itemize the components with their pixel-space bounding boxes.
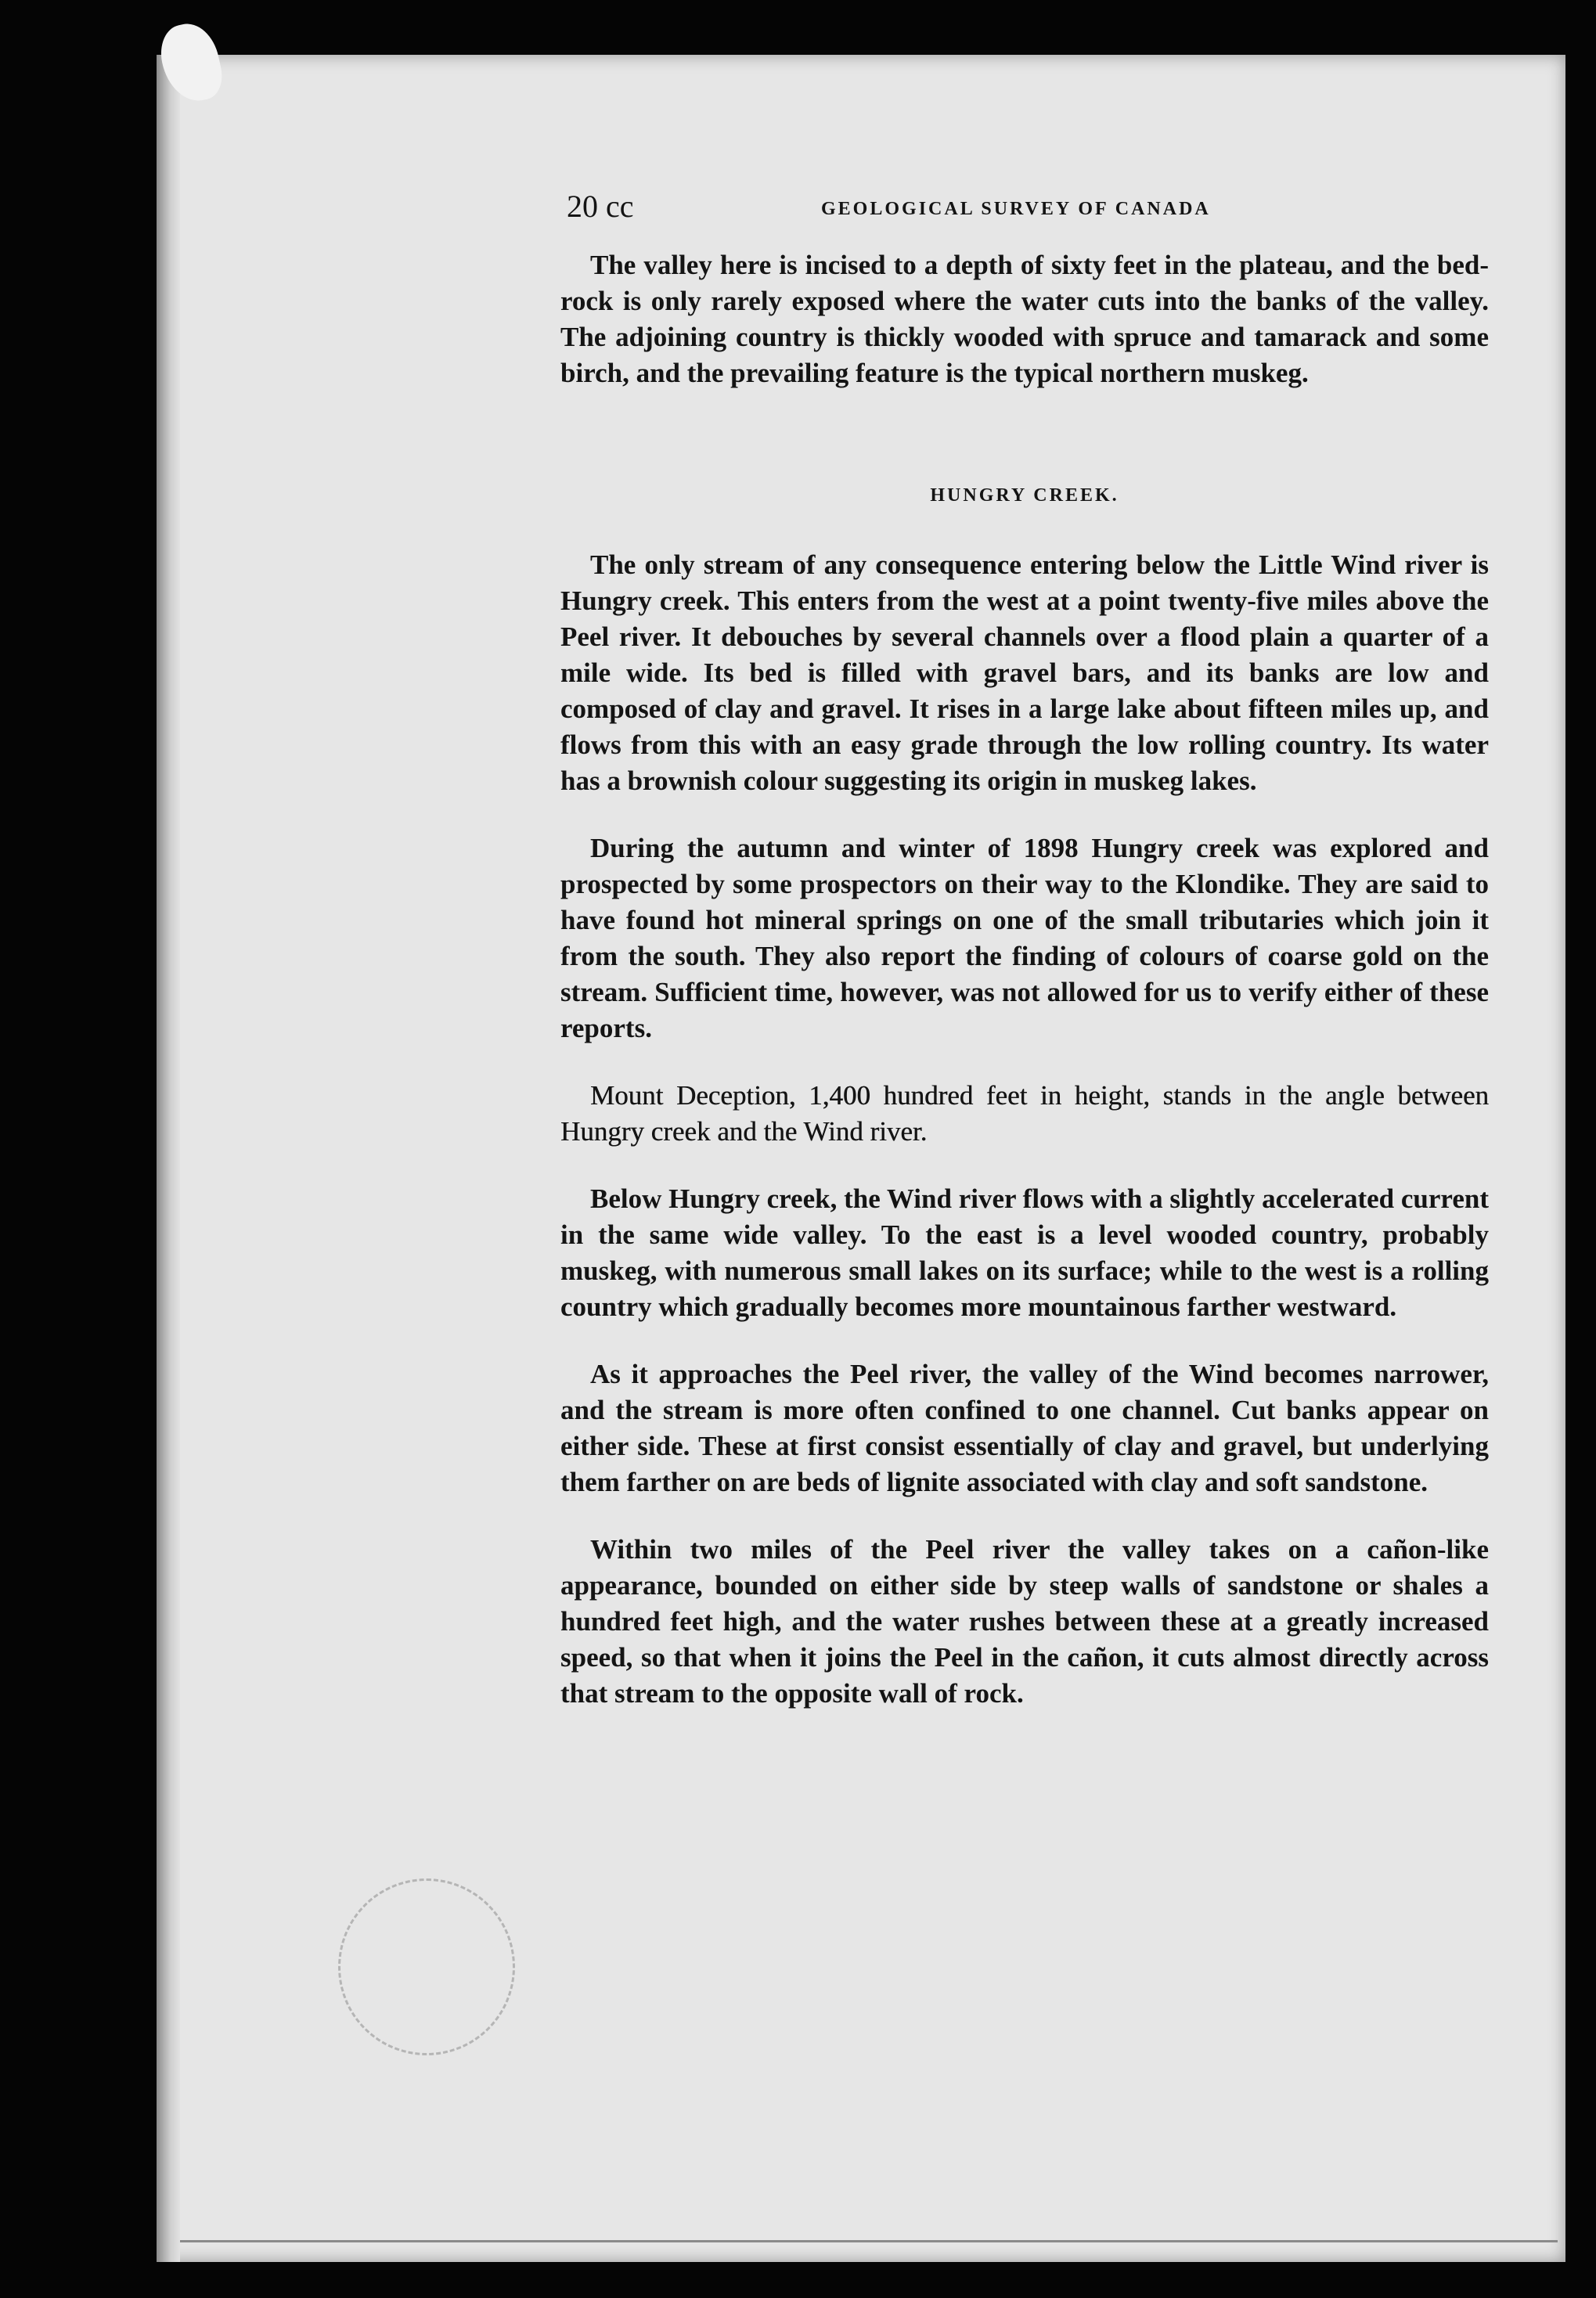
paragraph-mount-deception: Mount Deception, 1,400 hundred feet in height, stands in the angle between Hungry creek and the Wind river. [560,1080,1489,1147]
paragraph-hungry-creek-course: The only stream of any consequence entering below the Little Wind river is Hungry creek. This enters from the west at a point twenty-five miles above the Peel river. It debouches by several channels over a flood plain a quarter of a mile wide. Its bed is filled with gravel bars, and its banks are low and composed of clay and gravel. It rises in a large lake about fifteen miles up, and flows from this with an easy grade through the low rolling country. Its water has a brownish colour suggesting its origin in muskeg lakes. [560,549,1489,796]
paragraph-approach-peel-river: As it approaches the Peel river, the valley of the Wind becomes narrower, and the stream is more often confined to one channel. Cut banks appear on either side. These at first consist essentially of clay and gravel, but underlying them farther on are beds of lignite associated with clay and soft sandstone. [560,1359,1489,1497]
paragraph-canon-description: Within two miles of the Peel river the valley takes on a cañon-like appearance, bounded on either side by steep walls of sandstone or shales a hundred feet high, and the water rushes between these at a greatly increased speed, so that when it joins the Peel in the cañon, it cuts almost directly across that stream to the opposite wall of rock. [560,1534,1489,1709]
section-heading-hungry-creek: HUNGRY CREEK. [930,485,1119,506]
page-bottom-rule [180,2240,1558,2242]
paragraph-below-hungry-creek: Below Hungry creek, the Wind river flows with a slightly accelerated current in the same wide valley. To the east is a level wooded country, probably muskeg, with numerous small lakes on its surface; while to the west is a rolling country which gradually becomes more mountainous farther westward. [560,1183,1489,1322]
paragraph-prospectors-1898: During the autumn and winter of 1898 Hungry creek was explored and prospected by some prospectors on their way to the Klondike. They are said to have found hot mineral springs on one of the small tributaries which join it from the south. They also report the finding of colours of coarse gold on the stream. Sufficient time, however, was not allowed for us to verify either of these reports. [560,833,1489,1043]
paragraph-valley-description: The valley here is incised to a depth of sixty feet in the plateau, and the bed-rock is only rarely exposed where the water cuts into the banks of the valley. The adjoining country is thickly wooded with spruce and tamarack and some birch, and the prevailing feature is the typical northern muskeg. [560,250,1489,388]
running-head [560,188,1489,235]
page-number: 20 cc [567,189,634,224]
page-text-area [560,188,1489,1712]
faded-library-stamp [338,1878,515,2055]
running-head-title: GEOLOGICAL SURVEY OF CANADA [821,199,1211,219]
page-left-edge-shadow [157,55,180,2262]
